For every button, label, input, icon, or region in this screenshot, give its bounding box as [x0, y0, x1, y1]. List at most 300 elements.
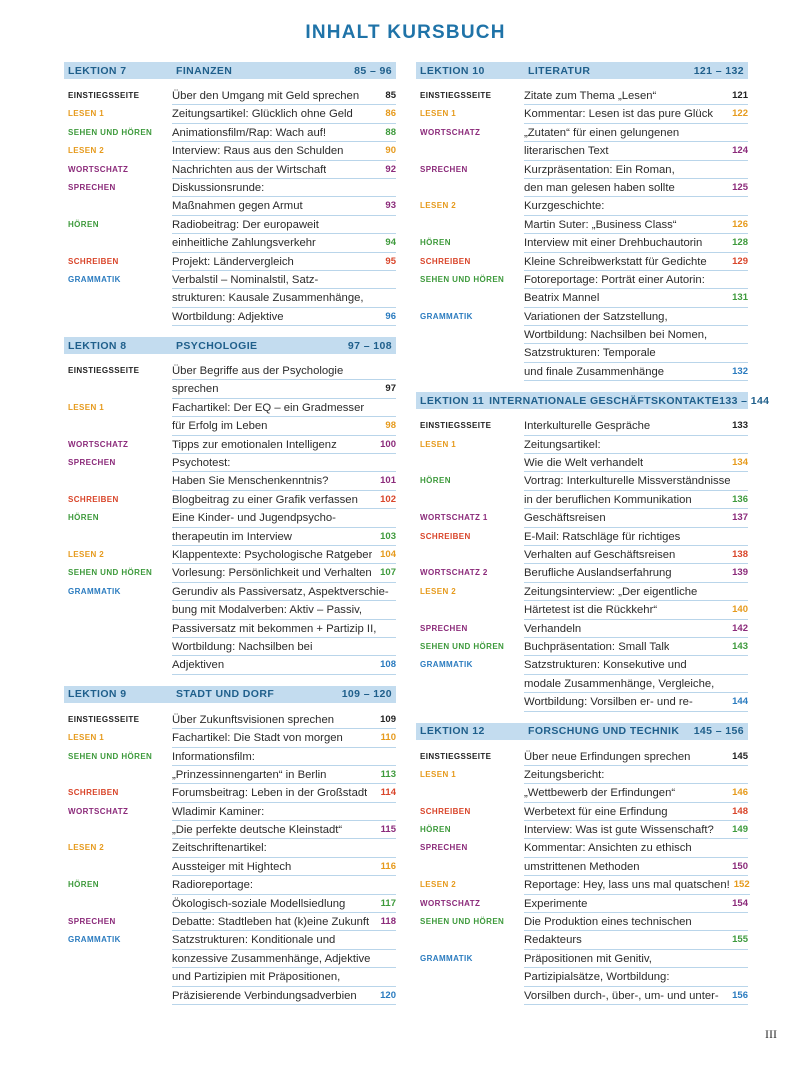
entry-line [524, 234, 748, 252]
toc-entry [416, 821, 748, 839]
entry-text: Passiversatz mit bekommen + Partizip II, [172, 622, 377, 635]
entry-text: therapeutin im Interview [172, 530, 292, 543]
entry-line [524, 289, 748, 307]
entry-category: WORTSCHATZ [420, 127, 481, 137]
entry-text: Diskussionsrunde: [172, 181, 265, 194]
entry-line [172, 454, 396, 472]
toc-entry [64, 583, 396, 675]
entry-text: Interview mit einer Drehbuchautorin [524, 237, 703, 250]
entry-line [524, 803, 748, 821]
entry-page [744, 675, 748, 692]
entry-page: 93 [385, 200, 396, 212]
entry-lines [524, 876, 750, 894]
toc-entry [416, 876, 748, 894]
entry-line [172, 987, 396, 1005]
entry-page: 121 [732, 90, 748, 101]
entry-page [392, 583, 396, 600]
entry-text: und finale Zusammenhänge [524, 365, 665, 378]
entry-page [744, 308, 748, 325]
entry-text: Forumsbeitrag: Leben in der Großstadt [172, 787, 368, 800]
entry-page: 92 [385, 163, 396, 175]
entry-text: den man gelesen haben sollte [524, 181, 675, 194]
entry-page: 150 [732, 860, 748, 872]
entry-text: Wortbildung: Vorsilben er- und re- [524, 696, 693, 709]
toc-entry [416, 234, 748, 252]
entry-text: Wortbildung: Nachsilben bei Nomen, [524, 329, 708, 342]
entry-text: Interview: Raus aus den Schulden [172, 145, 344, 158]
lesson-section [416, 723, 748, 1005]
entry-category: SPRECHEN [420, 843, 468, 853]
entry-page: 144 [732, 696, 748, 708]
entry-line [524, 161, 748, 179]
entry-text: Härtetest ist die Rückkehr“ [524, 604, 658, 617]
entry-page: 114 [380, 787, 396, 799]
entry-page: 149 [732, 824, 748, 836]
entry-category: SCHREIBEN [68, 788, 119, 798]
toc-entry [416, 913, 748, 950]
entry-page [744, 656, 748, 673]
entry-line [524, 766, 748, 784]
entry-text: Satzstrukturen: Konsekutive und [524, 659, 687, 672]
entry-text: Vorsilben durch-, über-, um- und unter- [524, 989, 719, 1002]
entry-text: Verhalten auf Geschäftsreisen [524, 548, 676, 561]
toc-entry [64, 729, 396, 747]
entry-text: Fotoreportage: Porträt einer Autorin: [524, 273, 705, 286]
entry-page: 108 [380, 659, 396, 671]
entry-page: 155 [732, 934, 748, 946]
entry-text: Vortrag: Interkulturelle Missverständnisse [524, 475, 731, 488]
entry-page: 104 [380, 548, 396, 560]
entry-text: Maßnahmen gegen Armut [172, 200, 303, 213]
entry-text: Nachrichten aus der Wirtschaft [172, 163, 327, 176]
entry-line [524, 656, 748, 674]
entry-lines [172, 491, 396, 509]
entry-text: „Zutaten“ für einen gelungenen [524, 126, 680, 139]
entry-line [524, 253, 748, 271]
entry-line [172, 821, 396, 839]
entry-text: Fachartikel: Der EQ – ein Gradmesser [172, 401, 365, 414]
entry-lines [524, 436, 748, 473]
entry-line [524, 620, 748, 638]
entry-text: Über Zukunftsvisionen sprechen [172, 713, 335, 726]
entry-line [524, 693, 748, 711]
entry-lines [172, 546, 396, 564]
entry-text: Redakteurs [524, 934, 582, 947]
entry-text: Variationen der Satzstellung, [524, 310, 668, 323]
lesson-topic: INTERNATIONALE GESCHÄFTSKONTAKTE [489, 394, 720, 407]
entry-text: Präpositionen mit Genitiv, [524, 952, 652, 965]
toc-entry [64, 142, 396, 160]
entry-lines [524, 748, 748, 766]
entry-line [172, 142, 396, 160]
toc-entry [64, 931, 396, 1005]
entry-text: Wortbildung: Nachsilben bei [172, 640, 313, 653]
entry-lines [524, 528, 748, 565]
entry-text: Die Produktion eines technischen [524, 916, 692, 929]
lesson-header [416, 392, 770, 409]
entry-page: 148 [732, 805, 748, 817]
entry-text: und Partizipien mit Präpositionen, [172, 971, 341, 984]
entry-line [172, 564, 396, 582]
lesson-number: LEKTION 7 [68, 64, 127, 77]
entry-page: 86 [385, 108, 396, 120]
entry-text: literarischen Text [524, 145, 609, 158]
entry-lines [524, 308, 748, 382]
entry-lines [524, 620, 748, 638]
entry-line [524, 509, 748, 527]
entry-category: HÖREN [68, 513, 99, 523]
entry-page: 154 [732, 897, 748, 909]
entry-category: HÖREN [420, 476, 451, 486]
entry-line [172, 289, 396, 307]
entry-page [744, 326, 748, 343]
entry-line [172, 711, 396, 729]
entry-text: Radiobeitrag: Der europaweit [172, 218, 319, 231]
entry-category: SCHREIBEN [420, 256, 471, 266]
toc-entry [416, 253, 748, 271]
entry-page [392, 601, 396, 618]
entry-text: Martin Suter: „Business Class“ [524, 218, 677, 231]
entry-text: Reportage: Hey, lass uns mal quatschen! [524, 879, 730, 892]
entry-page [392, 803, 396, 820]
entry-category: SEHEN UND HÖREN [420, 917, 505, 927]
entry-page: 115 [380, 824, 396, 836]
entry-line [172, 748, 396, 766]
entry-line [172, 417, 396, 435]
entry-line [524, 326, 748, 344]
entry-line [524, 417, 748, 435]
entry-page: 134 [732, 457, 748, 469]
entry-text: Zeitungsinterview: „Der eigentliche [524, 585, 698, 598]
entry-category: GRAMMATIK [420, 311, 473, 321]
entry-text: einheitliche Zahlungsverkehr [172, 237, 316, 250]
entry-text: Kurzpräsentation: Ein Roman, [524, 163, 675, 176]
entry-category: LESEN 1 [68, 733, 105, 743]
entry-lines [524, 417, 748, 435]
entry-category: GRAMMATIK [68, 586, 121, 596]
entry-line [172, 876, 396, 894]
entry-page: 129 [732, 255, 748, 267]
entry-lines [524, 234, 748, 252]
entry-text: Zitate zum Thema „Lesen“ [524, 90, 657, 102]
entry-line [524, 87, 748, 105]
entry-category: WORTSCHATZ [68, 806, 129, 816]
entry-page [744, 839, 748, 856]
entry-page [744, 913, 748, 930]
entry-line [172, 656, 396, 674]
toc-entry [64, 546, 396, 564]
toc-entry [64, 179, 396, 216]
lesson-number: LEKTION 12 [420, 725, 485, 737]
lesson-topic: FORSCHUNG UND TECHNIK [528, 725, 680, 737]
entry-text: „Die perfekte deutsche Kleinstadt“ [172, 824, 343, 837]
lesson-section [64, 62, 396, 326]
entry-page [744, 766, 748, 783]
entry-text: Interview: Was ist gute Wissenschaft? [524, 824, 714, 837]
entry-lines [524, 656, 748, 711]
entry-page: 100 [380, 438, 396, 450]
entry-page [392, 399, 396, 416]
entry-line [172, 234, 396, 252]
entry-page: 133 [732, 420, 748, 432]
entry-line [524, 950, 748, 968]
entry-lines [524, 913, 748, 950]
entry-line [524, 858, 748, 876]
entry-lines [172, 436, 396, 454]
entry-page: 124 [732, 145, 748, 157]
entry-text: für Erfolg im Leben [172, 420, 268, 433]
entry-page [392, 620, 396, 637]
toc-entry [64, 105, 396, 123]
toc-entry [64, 509, 396, 546]
entry-line [524, 472, 748, 490]
entry-lines [172, 253, 396, 271]
entry-category: EINSTIEGSSEITE [420, 751, 492, 761]
entry-text: umstrittenen Methoden [524, 860, 640, 873]
lesson-pages: 121 – 132 [693, 64, 744, 77]
entry-category: GRAMMATIK [68, 274, 121, 284]
entry-line [172, 179, 396, 197]
entry-line [172, 308, 396, 326]
entry-text: Geschäftsreisen [524, 512, 606, 525]
entry-line [524, 216, 748, 234]
entry-category: SCHREIBEN [420, 806, 471, 816]
entry-line [172, 766, 396, 784]
entry-page [392, 271, 396, 288]
entry-text: strukturen: Kausale Zusammenhänge, [172, 292, 364, 305]
toc-entry [64, 161, 396, 179]
entry-category: SEHEN UND HÖREN [68, 751, 153, 761]
entry-category: LESEN 2 [420, 880, 457, 890]
entry-text: Ökologisch-soziale Modellsiedlung [172, 897, 346, 910]
entry-page: 126 [732, 218, 748, 230]
entry-text: bung mit Modalverben: Aktiv – Passiv, [172, 604, 363, 617]
entry-lines [524, 197, 748, 234]
entry-line [524, 546, 748, 564]
entry-text: Zeitungsartikel: [524, 438, 601, 451]
entry-lines [524, 950, 748, 1005]
entry-category: HÖREN [420, 825, 451, 835]
toc-entry [64, 803, 396, 840]
entry-text: Verbalstil – Nominalstil, Satz- [172, 273, 319, 286]
entry-page: 120 [380, 989, 396, 1001]
entry-line [172, 839, 396, 857]
entry-lines [172, 124, 396, 142]
entry-category: LESEN 2 [68, 549, 105, 559]
entry-lines [172, 711, 396, 729]
toc-column-right [416, 62, 770, 1016]
entry-text: Über neue Erfindungen sprechen [524, 750, 691, 763]
entry-category: HÖREN [420, 238, 451, 248]
toc-entry [416, 620, 748, 638]
entry-text: Gerundiv als Passiversatz, Aspektverschie- [172, 585, 389, 598]
entry-line [524, 748, 748, 766]
entry-lines [172, 803, 396, 840]
lesson-header [64, 337, 396, 354]
entry-lines [524, 895, 748, 913]
lesson-header [416, 62, 748, 79]
entry-lines [524, 821, 748, 839]
entry-page: 125 [732, 181, 748, 193]
entry-category: EINSTIEGSSEITE [420, 91, 492, 100]
entry-lines [524, 509, 748, 527]
entry-category: SPRECHEN [68, 458, 116, 468]
entry-line [172, 620, 396, 638]
entry-page: 113 [380, 768, 396, 780]
entry-lines [172, 362, 396, 399]
entry-text: Über den Umgang mit Geld sprechen [172, 90, 360, 102]
entry-category: SEHEN UND HÖREN [68, 127, 153, 137]
entry-category: SEHEN UND HÖREN [420, 641, 505, 651]
entry-lines [524, 161, 748, 198]
entry-lines [524, 638, 748, 656]
entry-category: WORTSCHATZ [68, 439, 129, 449]
entry-text: sprechen [172, 383, 219, 396]
entry-text: Beatrix Mannel [524, 292, 600, 305]
entry-lines [172, 142, 396, 160]
entry-category: GRAMMATIK [420, 953, 473, 963]
entry-category: SCHREIBEN [68, 256, 119, 266]
entry-text: Informationsfilm: [172, 750, 255, 763]
entry-page [392, 931, 396, 948]
entry-category: WORTSCHATZ 1 [420, 513, 488, 523]
entry-category: SCHREIBEN [420, 531, 471, 541]
toc-entry [416, 436, 748, 473]
entry-page: 132 [732, 365, 748, 377]
toc-entry [416, 509, 748, 527]
entry-category: HÖREN [68, 219, 99, 229]
entry-line [172, 362, 396, 380]
entry-page: 143 [732, 640, 748, 652]
toc-entry [416, 197, 748, 234]
entry-line [172, 601, 396, 619]
entry-lines [172, 748, 396, 785]
entry-lines [172, 87, 396, 105]
entry-text: Adjektiven [172, 659, 225, 672]
entry-page: 109 [380, 713, 396, 725]
entry-page [392, 638, 396, 655]
entry-category: LESEN 2 [420, 201, 457, 211]
entry-line [524, 821, 748, 839]
entry-lines [524, 472, 748, 509]
entry-text: Wie die Welt verhandelt [524, 457, 644, 470]
entry-line [172, 399, 396, 417]
entry-line [172, 124, 396, 142]
entry-lines [524, 253, 748, 271]
entry-line [524, 124, 748, 142]
entry-line [524, 363, 748, 381]
lesson-number: LEKTION 10 [420, 64, 485, 77]
toc-entry [64, 362, 396, 399]
lesson-pages: 97 – 108 [347, 339, 392, 352]
entry-page: 139 [732, 567, 748, 579]
entry-text: Zeitungsbericht: [524, 768, 605, 781]
entry-page: 142 [732, 622, 748, 634]
entry-category: LESEN 1 [68, 402, 105, 412]
entry-text: Radioreportage: [172, 879, 254, 892]
entry-line [524, 583, 748, 601]
entry-line [172, 472, 396, 490]
entry-text: Über Begriffe aus der Psychologie [172, 365, 344, 378]
entry-text: Fachartikel: Die Stadt von morgen [172, 732, 343, 745]
entry-category: EINSTIEGSSEITE [68, 91, 140, 100]
entry-text: Blogbeitrag zu einer Grafik verfassen [172, 493, 358, 506]
toc-entry [416, 105, 748, 123]
entry-page [744, 968, 748, 985]
lesson-pages: 133 – 144 [719, 394, 770, 407]
lesson-topic: STADT UND DORF [176, 688, 275, 701]
toc-entry [416, 950, 748, 1005]
entry-page [392, 289, 396, 306]
entry-line [524, 528, 748, 546]
page-number: III [765, 1027, 777, 1041]
entry-line [524, 179, 748, 197]
entry-page: 156 [732, 989, 748, 1001]
toc-entry [416, 308, 748, 382]
entry-page [392, 362, 396, 379]
entry-page: 131 [732, 292, 748, 304]
entry-page [744, 583, 748, 600]
toc-entry [64, 436, 396, 454]
toc-entry [64, 454, 396, 491]
entry-page: 88 [385, 126, 396, 138]
entry-page: 128 [732, 237, 748, 249]
toc-entry [416, 472, 748, 509]
entry-category: LESEN 1 [420, 769, 457, 779]
entry-line [524, 564, 748, 582]
entry-lines [172, 509, 396, 546]
toc-entry [416, 766, 748, 803]
lesson-header [64, 686, 396, 703]
entry-page: 101 [380, 475, 396, 487]
entry-lines [172, 913, 396, 931]
entry-lines [172, 729, 396, 747]
entry-category: LESEN 2 [68, 146, 105, 156]
entry-line [524, 839, 748, 857]
entry-page: 146 [732, 787, 748, 799]
toc-entry [416, 87, 748, 105]
entry-page [744, 344, 748, 361]
toc-entry [64, 399, 396, 436]
entry-lines [524, 87, 748, 105]
entry-line [172, 931, 396, 949]
entry-page: 152 [733, 879, 750, 891]
entry-lines [172, 399, 396, 436]
entry-text: Kommentar: Lesen ist das pure Glück [524, 108, 713, 121]
entry-line [172, 546, 396, 564]
entry-category: LESEN 2 [68, 843, 105, 853]
entry-text: Animationsfilm/Rap: Wach auf! [172, 126, 327, 139]
entry-lines [524, 583, 748, 620]
toc-entry [64, 491, 396, 509]
entry-line [172, 950, 396, 968]
entry-line [172, 216, 396, 234]
entry-page [392, 454, 396, 471]
lesson-section [64, 337, 396, 675]
entry-line [172, 638, 396, 656]
entry-lines [172, 216, 396, 253]
entry-lines [172, 161, 396, 179]
entry-category: WORTSCHATZ [68, 164, 129, 174]
entry-lines [172, 454, 396, 491]
entry-category: HÖREN [68, 880, 99, 890]
entry-page [392, 748, 396, 765]
entry-category: EINSTIEGSSEITE [420, 421, 492, 431]
entry-text: in der beruflichen Kommunikation [524, 493, 692, 506]
entry-text: Präzisierende Verbindungsadverbien [172, 989, 357, 1002]
entry-line [524, 197, 748, 215]
toc-entry [64, 913, 396, 931]
